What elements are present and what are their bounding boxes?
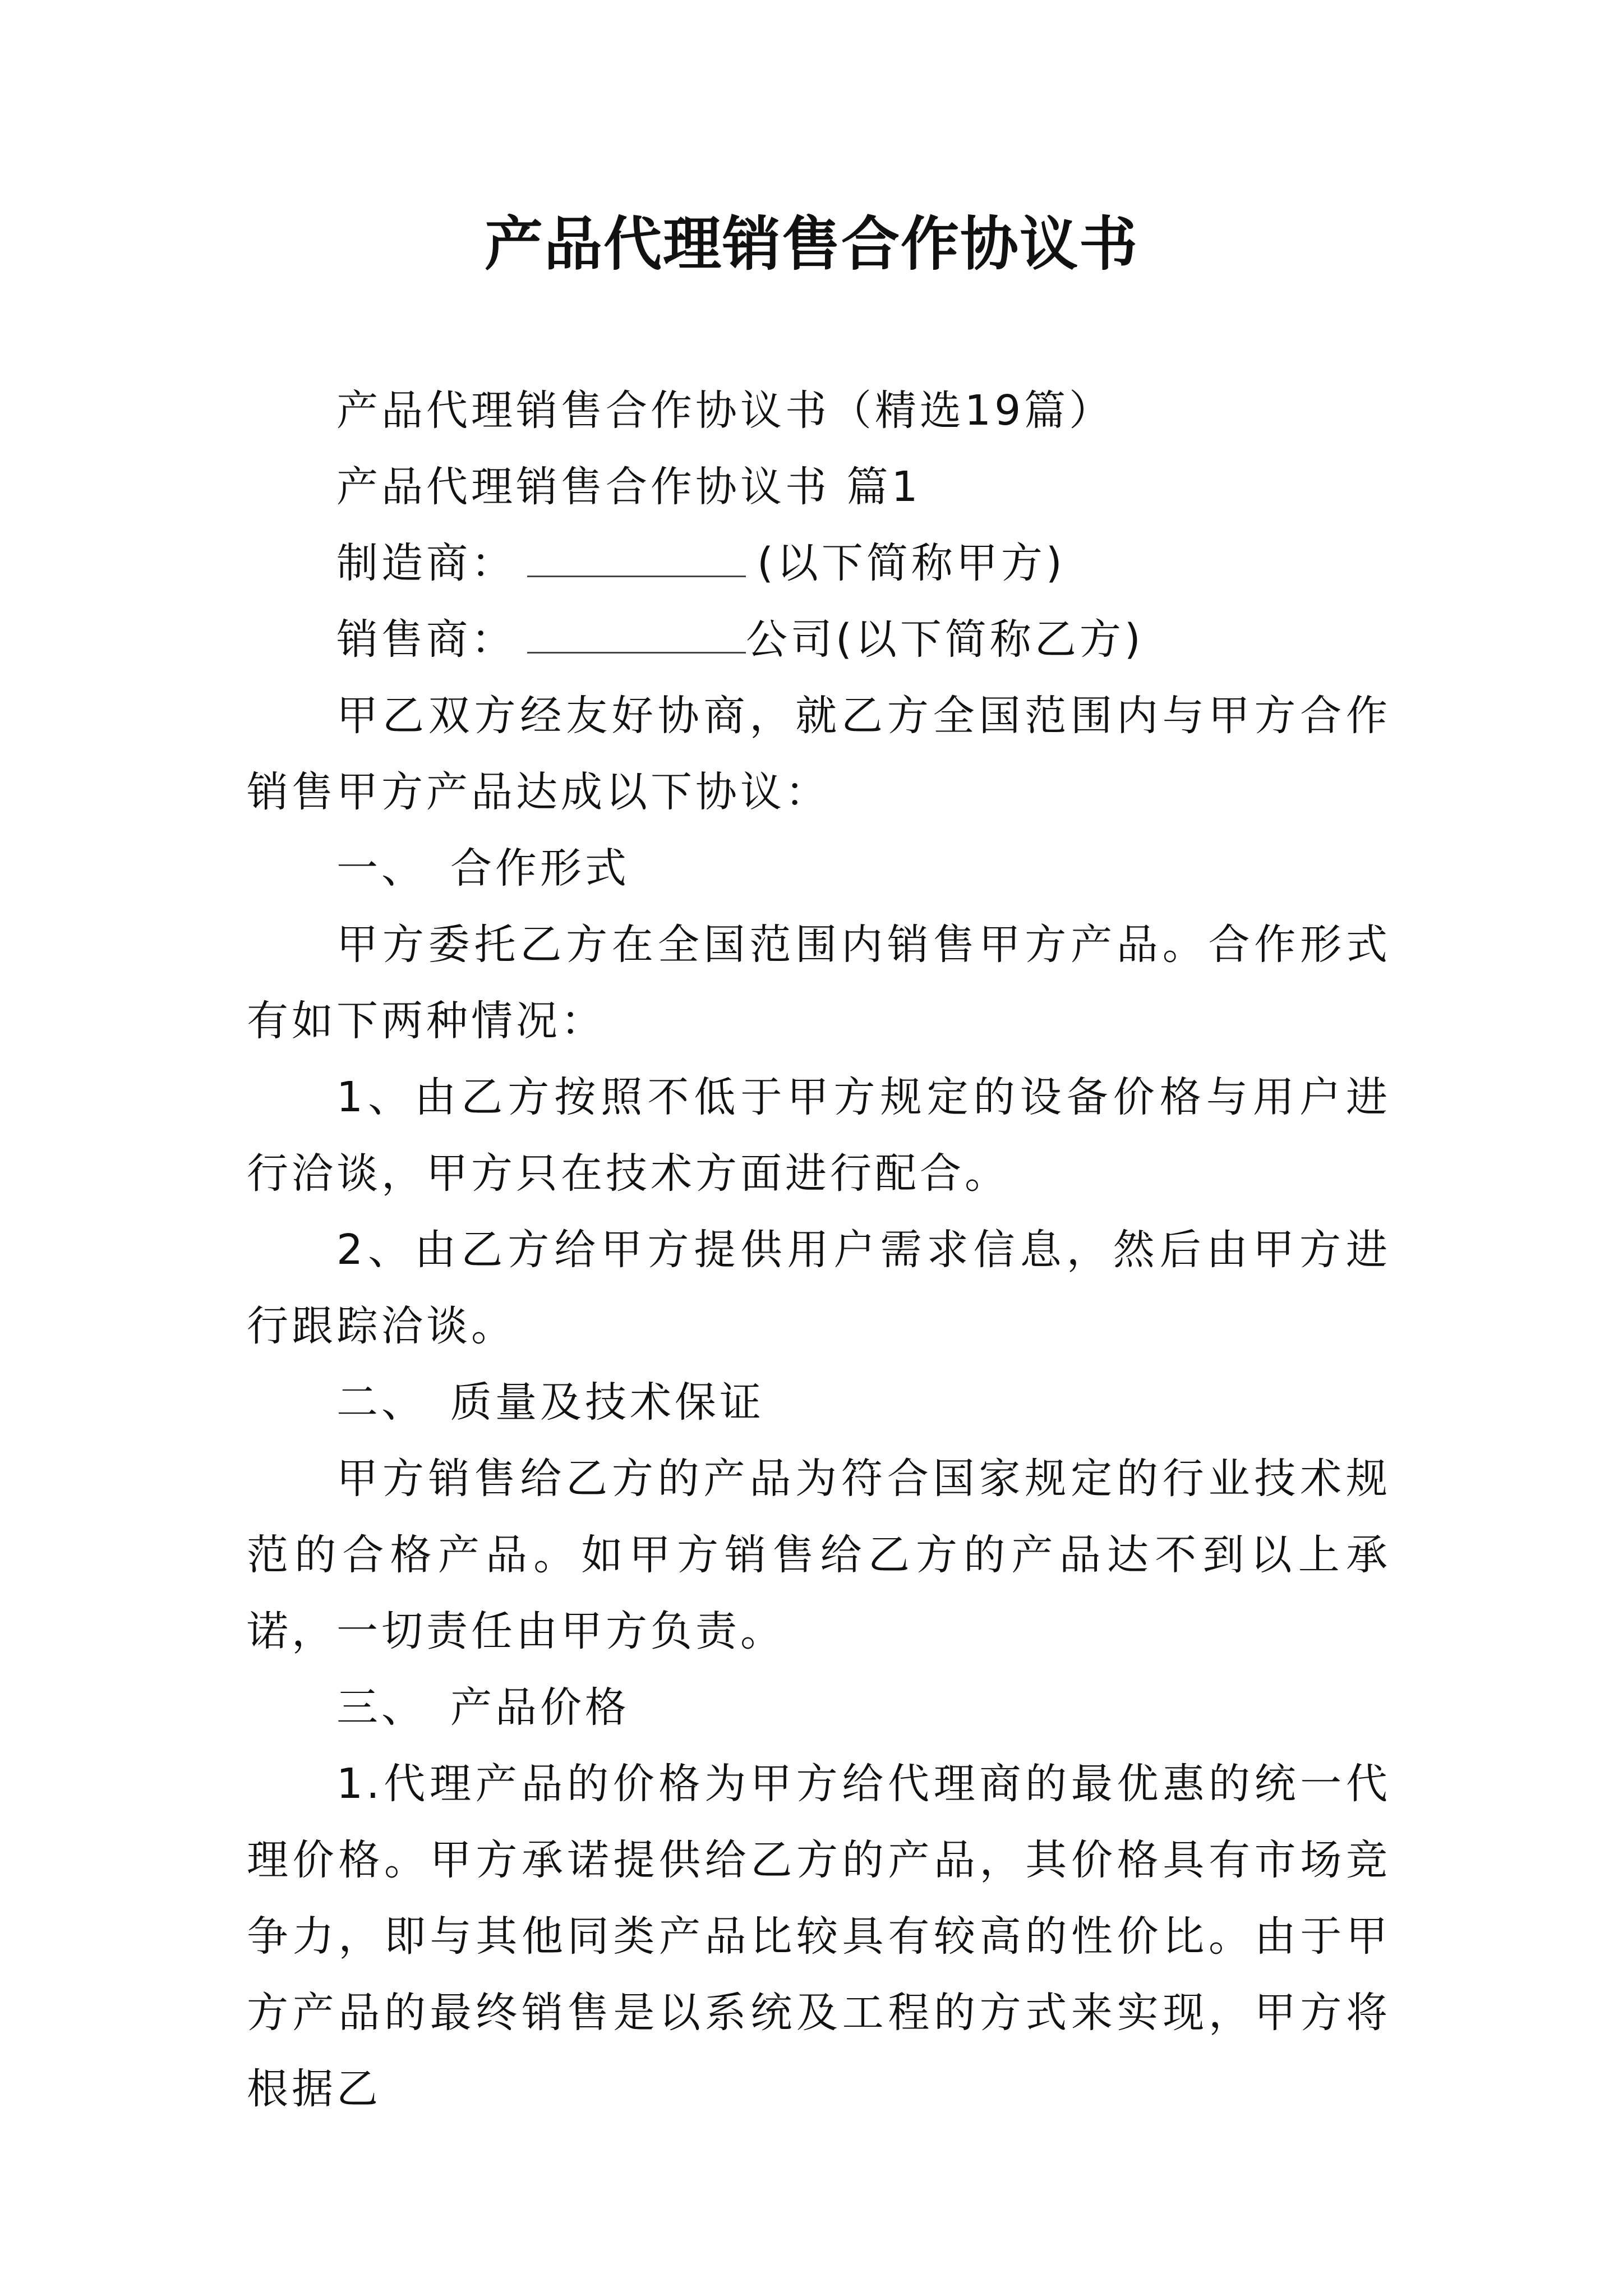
document-body <box>247 372 1391 2127</box>
paragraph: 2、由乙方给甲方提供用户需求信息，然后由甲方进行跟踪洽谈。 <box>247 1226 1391 1350</box>
heading-product-price: 三、 产品价格 <box>336 1683 630 1732</box>
manufacturer-suffix: (以下简称甲方) <box>757 539 1066 587</box>
paragraph: 1.代理产品的价格为甲方给代理商的最优惠的统一代理价格。甲方承诺提供给乙方的产品，其价格具有市场竞争力，即与其他同类产品比较具有较高的性价比。由于甲方产品的最终销售是以系统及工程的方式来实现，甲方将根据乙 <box>247 1760 1391 2113</box>
heading-quality-guarantee: 二、 质量及技术保证 <box>336 1378 764 1427</box>
heading-cooperation-form: 一、 合作形式 <box>336 844 630 892</box>
seller-label: 销售商： <box>336 615 516 664</box>
document-title: 产品代理销售合作协议书 <box>484 209 1138 278</box>
seller-suffix: 公司(以下简称乙方) <box>746 615 1144 664</box>
seller-blank <box>527 613 746 654</box>
subtitle-line: 产品代理销售合作协议书（精选19篇） <box>336 386 1114 435</box>
section-heading: 产品代理销售合作协议书 篇1 <box>336 463 921 511</box>
manufacturer-label: 制造商： <box>336 539 516 587</box>
paragraph: 甲方委托乙方在全国范围内销售甲方产品。合作形式有如下两种情况： <box>247 921 1391 1045</box>
paragraph: 甲方销售给乙方的产品为符合国家规定的行业技术规范的合格产品。如甲方销售给乙方的产品达不到以上承诺，一切责任由甲方负责。 <box>247 1455 1391 1655</box>
seller-line <box>247 601 1391 678</box>
paragraph: 甲乙双方经友好协商，就乙方全国范围内与甲方合作销售甲方产品达成以下协议： <box>247 692 1391 816</box>
paragraph: 1、由乙方按照不低于甲方规定的设备价格与用户进行洽谈，甲方只在技术方面进行配合。 <box>247 1073 1391 1198</box>
manufacturer-blank <box>527 536 746 577</box>
manufacturer-line <box>247 525 1391 601</box>
